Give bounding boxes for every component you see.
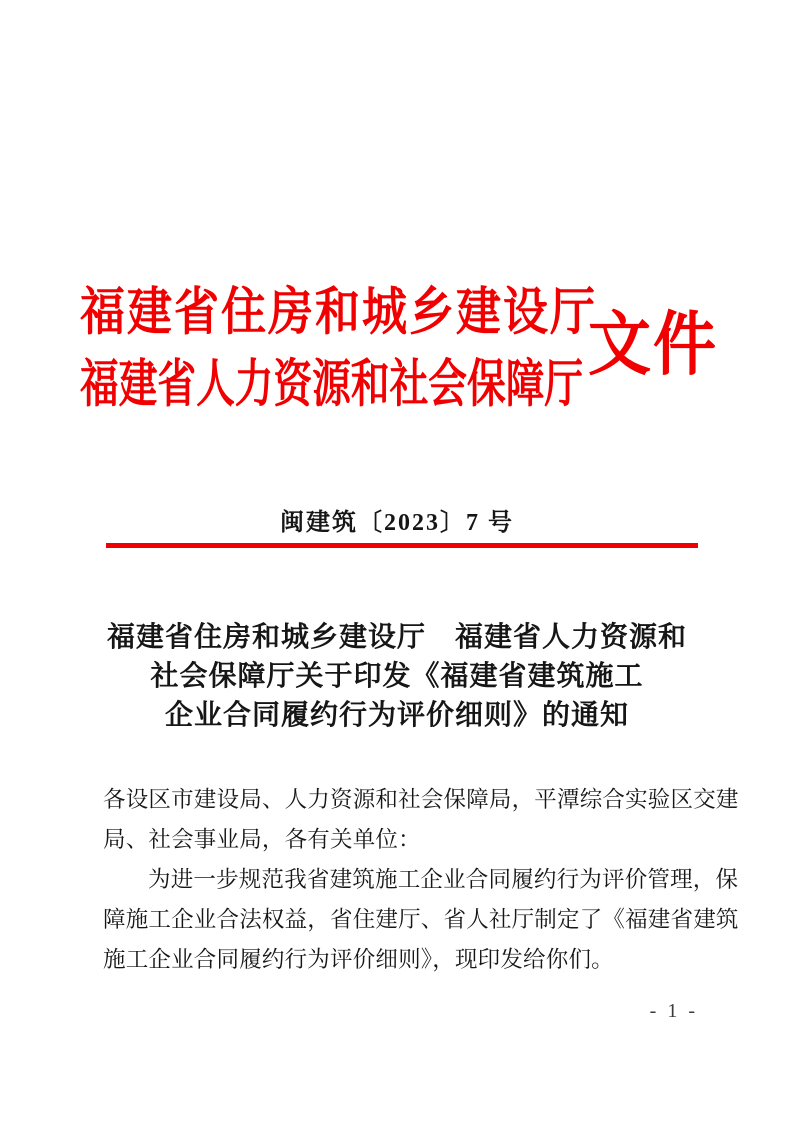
- agency-name-line-2: 福建省人力资源和社会保障厅: [80, 355, 584, 413]
- red-divider-line: [106, 543, 698, 548]
- salutation-line-1: 各设区市建设局、人力资源和社会保障局，平潭综合实验区交建: [103, 787, 739, 812]
- doc-number: 闽建筑〔2023〕7 号: [280, 510, 514, 536]
- salutation-line-2: 局、社会事业局，各有关单位：: [103, 827, 421, 852]
- title-line-2: 社会保障厅关于印发《福建省建筑施工: [150, 660, 644, 691]
- title-line-1: 福建省住房和城乡建设厅 福建省人力资源和: [106, 621, 687, 652]
- paragraph-line-2: 障施工企业合法权益，省住建厅、省人社厅制定了《福建省建筑: [103, 907, 739, 932]
- agency-name-line-1: 福建省住房和城乡建设厅: [80, 283, 598, 341]
- title-line-3: 企业合同履约行为评价细则》的通知: [164, 699, 629, 730]
- letterhead: [80, 276, 720, 420]
- document-title: [0, 617, 794, 734]
- doc-type-label: 文件: [588, 306, 718, 384]
- document-body: [103, 780, 739, 980]
- paragraph-line-1: 为进一步规范我省建筑施工企业合同履约行为评价管理，保: [148, 867, 739, 892]
- page-number: - 1 -: [649, 1000, 698, 1022]
- paragraph-line-3: 施工企业合同履约行为评价细则》，现印发给你们。: [103, 947, 614, 972]
